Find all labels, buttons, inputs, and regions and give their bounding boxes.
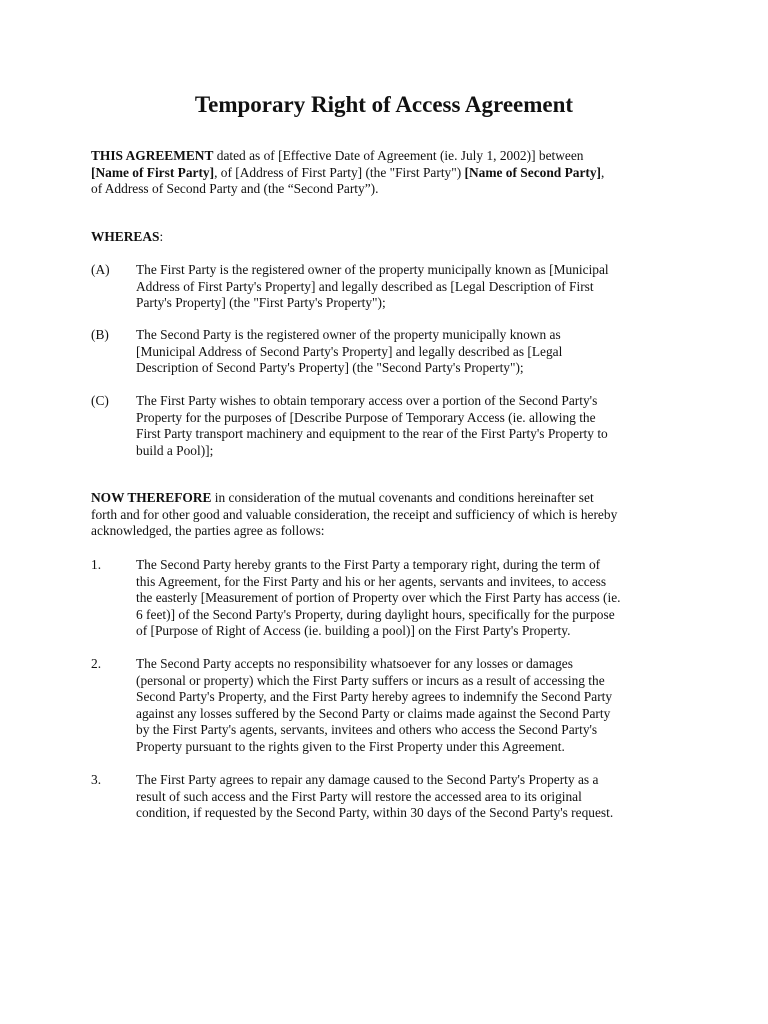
recital-line: build a Pool)]; — [136, 442, 214, 458]
now-therefore-line-1 — [91, 490, 691, 507]
recital-line: Description of Second Party's Property] (the "Second Party's Property"); — [136, 360, 524, 375]
whereas-heading-text: WHEREAS — [91, 229, 160, 244]
recital-body — [136, 262, 609, 312]
intro-line-3: of Address of Second Party and (the “Second Party”). — [91, 181, 379, 196]
clause-line: 6 feet)] of the Second Party's Property, during daylight hours, specifically for the purpose — [136, 606, 615, 622]
whereas-heading — [91, 229, 691, 246]
clause-line: The Second Party accepts no responsibility whatsoever for any losses or damages — [136, 656, 573, 671]
recital-line: Address of First Party's Property] and legally described as [Legal Description of First — [136, 278, 594, 294]
document-title: Temporary Right of Access Agreement — [194, 92, 574, 117]
intro-line1-rest: dated as of [Effective Date of Agreement (ie. July 1, 2002)] between — [213, 148, 584, 163]
now-therefore-paragraph — [91, 490, 691, 540]
clause-line: The First Party agrees to repair any damage caused to the Second Party's Property as a — [136, 772, 599, 787]
clause-number: 1. — [91, 557, 102, 572]
clause-line: Property pursuant to the rights given to the First Property under this Agreement. — [136, 738, 565, 754]
recital-line: The First Party wishes to obtain temporary access over a portion of the Second Party's — [136, 393, 598, 408]
clause-line: of [Purpose of Right of Access (ie. building a pool)] on the First Party's Property. — [136, 623, 571, 638]
now-therefore-lead: NOW THEREFORE — [91, 490, 212, 505]
now-therefore-line1-rest: in consideration of the mutual covenants and conditions hereinafter set — [211, 490, 594, 505]
recital-body — [136, 327, 562, 377]
clause-body — [136, 772, 613, 822]
recital-label: (C) — [91, 393, 109, 408]
clause-line: result of such access and the First Party will restore the accessed area to its original — [136, 788, 582, 804]
intro-lead: THIS AGREEMENT — [91, 148, 214, 163]
intro-line-1 — [91, 148, 691, 165]
clause-line: by the First Party's agents, servants, invitees and others who access the Second Party's — [136, 722, 598, 737]
recital-body — [136, 393, 608, 459]
intro-line2-end: , — [601, 164, 605, 180]
recital-line: Property for the purposes of [Describe Purpose of Temporary Access (ie. allowing the — [136, 409, 596, 425]
clause-line: this Agreement, for the First Party and his or her agents, servants and invitees, to access — [136, 573, 607, 589]
clause-line: (personal or property) which the First Party suffers or incurs as a result of accessing the — [136, 672, 605, 688]
intro-line2-mid: , of [Address of First Party] (the "First Party") — [214, 164, 465, 180]
clause-line: condition, if requested by the Second Party, within 30 days of the Second Party's request. — [136, 805, 614, 820]
clause-number: 2. — [91, 656, 102, 671]
clause-line: The Second Party hereby grants to the First Party a temporary right, during the term of — [136, 557, 601, 572]
now-therefore-line-2: forth and for other good and valuable consideration, the receipt and sufficiency of which is hereby — [91, 506, 618, 522]
recital-line: The Second Party is the registered owner of the property municipally known as — [136, 327, 561, 342]
intro-line-2 — [91, 165, 691, 182]
clause-line: against any losses suffered by the Second Party or claims made against the Second Party — [136, 705, 611, 721]
whereas-colon: : — [159, 229, 164, 244]
recital-line: First Party transport machinery and equipment to the rear of the First Party's Property to — [136, 426, 608, 441]
clause-body — [136, 656, 612, 755]
recital-line: Party's Property] (the "First Party's Property"); — [136, 295, 386, 310]
clause-line: Second Party's Property, and the First Party hereby agrees to indemnify the Second Party — [136, 689, 613, 704]
recital-line: The First Party is the registered owner of the property municipally known as [Municipal — [136, 262, 609, 277]
second-party-name: [Name of Second Party] — [464, 164, 602, 180]
clause-body — [136, 557, 621, 640]
intro-paragraph — [91, 148, 691, 198]
recital-label: (B) — [91, 327, 109, 342]
clause-line: the easterly [Measurement of portion of Property over which the First Party has access (ie. — [136, 590, 621, 605]
recital-line: [Municipal Address of Second Party's Property] and legally described as [Legal — [136, 343, 563, 359]
clause-number: 3. — [91, 772, 102, 787]
first-party-name: [Name of First Party] — [91, 164, 215, 180]
recital-label: (A) — [91, 262, 110, 277]
now-therefore-line-3: acknowledged, the parties agree as follows: — [91, 523, 325, 538]
